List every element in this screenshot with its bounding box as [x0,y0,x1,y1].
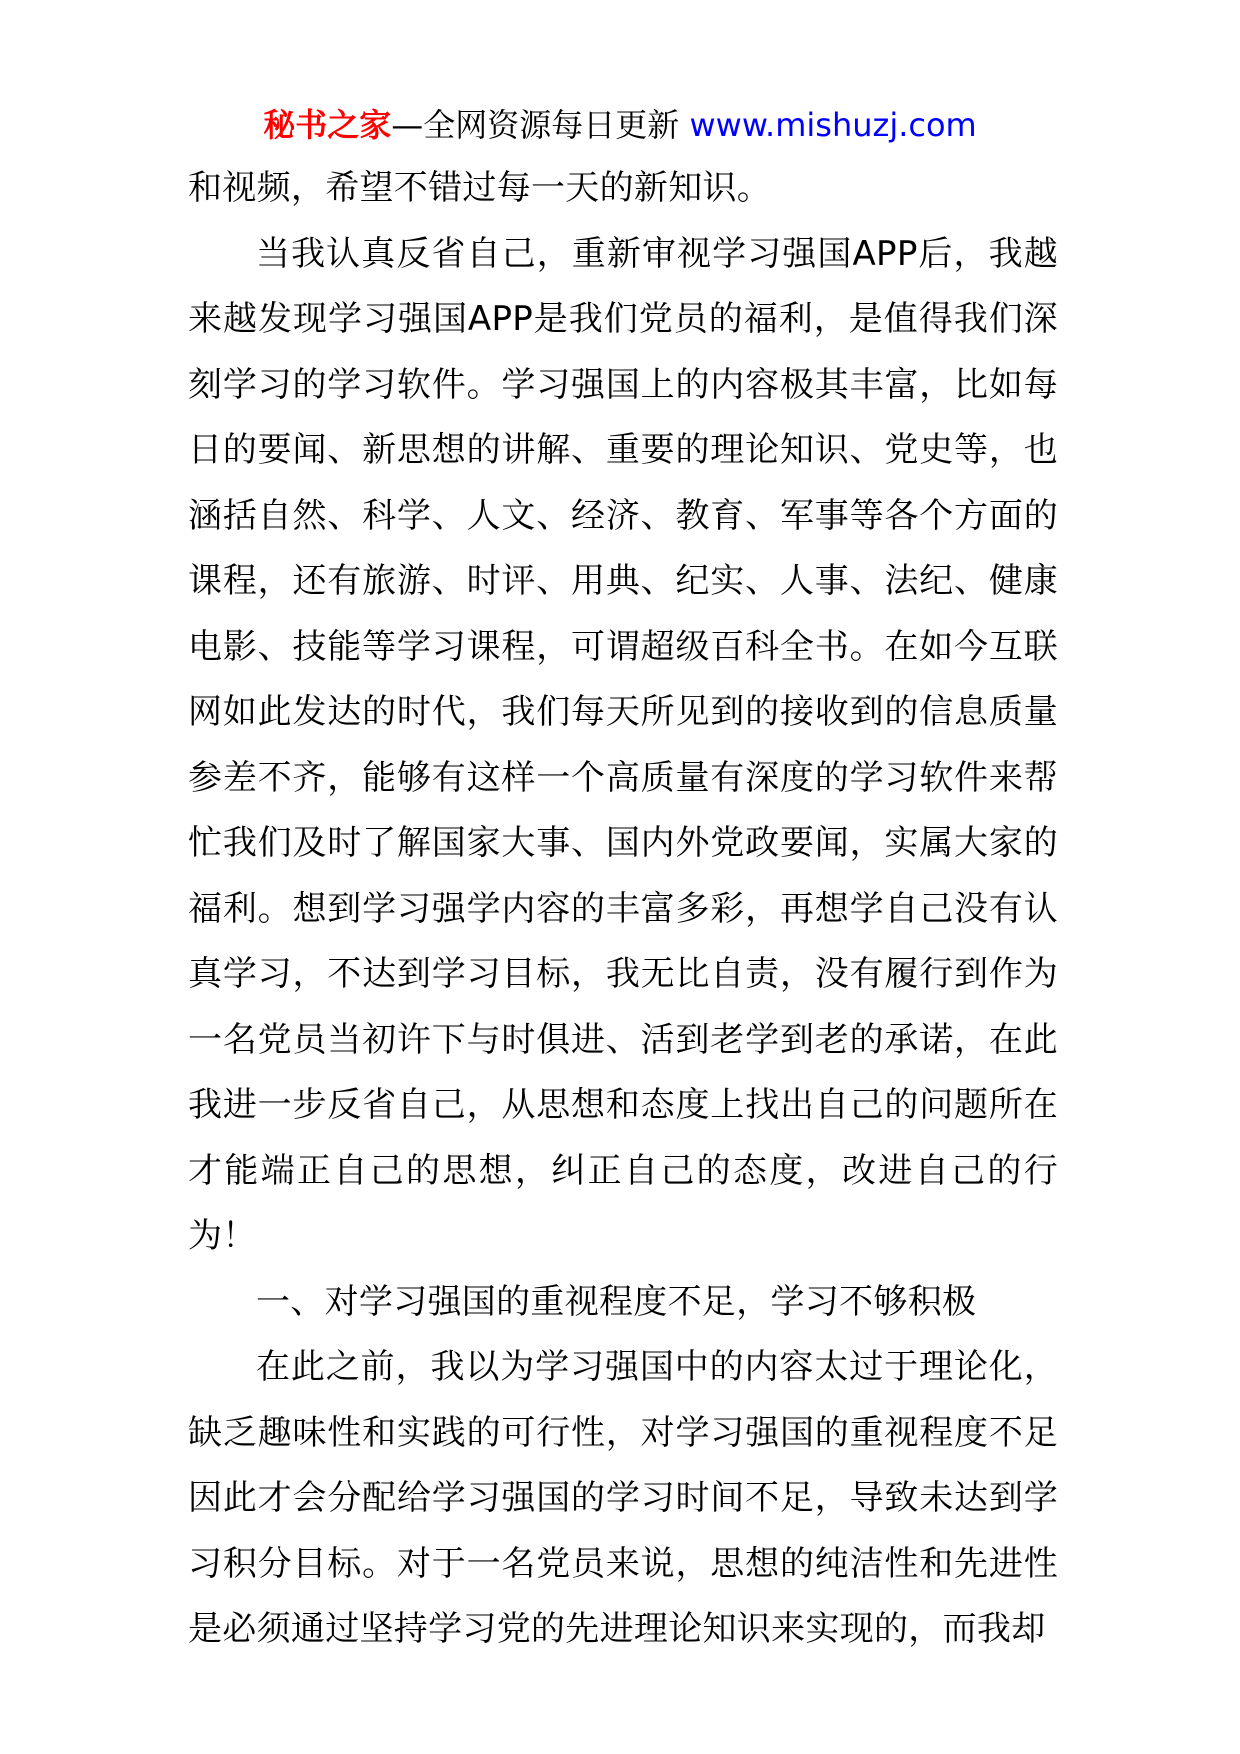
paragraph-reflection: 当我认真反省自己，重新审视学习强国APP后，我越来越发现学习强国APP是我们党员的福利，是值得我们深刻学习的学习软件。学习强国上的内容极其丰富，比如每日的要闻、新思想的讲解、重要的理论知识、党史等，也涵括自然、科学、人文、经济、教育、军事等各个方面的课程，还有旅游、时评、用典、纪实、人事、法纪、健康电影、技能等学习课程，可谓超级百科全书。在如今互联网如此发达的时代，我们每天所见到的接收到的信息质量参差不齐，能够有这样一个高质量有深度的学习软件来帮忙我们及时了解国家大事、国内外党政要闻，实属大家的福利。想到学习强学内容的丰富多彩，再想学自己没有认真学习，不达到学习目标，我无比自责，没有履行到作为一名党员当初许下与时俱进、活到老学到老的承诺，在此我进一步反省自己，从思想和态度上找出自己的问题所在才能端正自己的思想，纠正自己的态度，改进自己的行为！ [188,233,1058,1256]
header-brand: 秘书之家 [263,106,392,144]
header-slogan: —全网资源每日更新 [391,106,680,144]
document-body [188,156,1058,1663]
paragraph-continuation: 和视频，希望不错过每一天的新知识。 [188,168,772,208]
header-site-url[interactable]: www.mishuzj.com [689,106,977,144]
paragraph-section-one: 在此之前，我以为学习强国中的内容太过于理论化，缺乏趣味性和实践的可行性，对学习强国的重视程度不足因此才会分配给学习强国的学习时间不足，导致未达到学习积分目标。对于一名党员来说，思想的纯洁性和先进性是必须通过坚持学习党的先进理论知识来实现的，而我却 [188,1347,1058,1649]
page-header [0,100,1240,150]
section-heading: 一、对学习强国的重视程度不足，学习不够积极 [256,1281,977,1322]
